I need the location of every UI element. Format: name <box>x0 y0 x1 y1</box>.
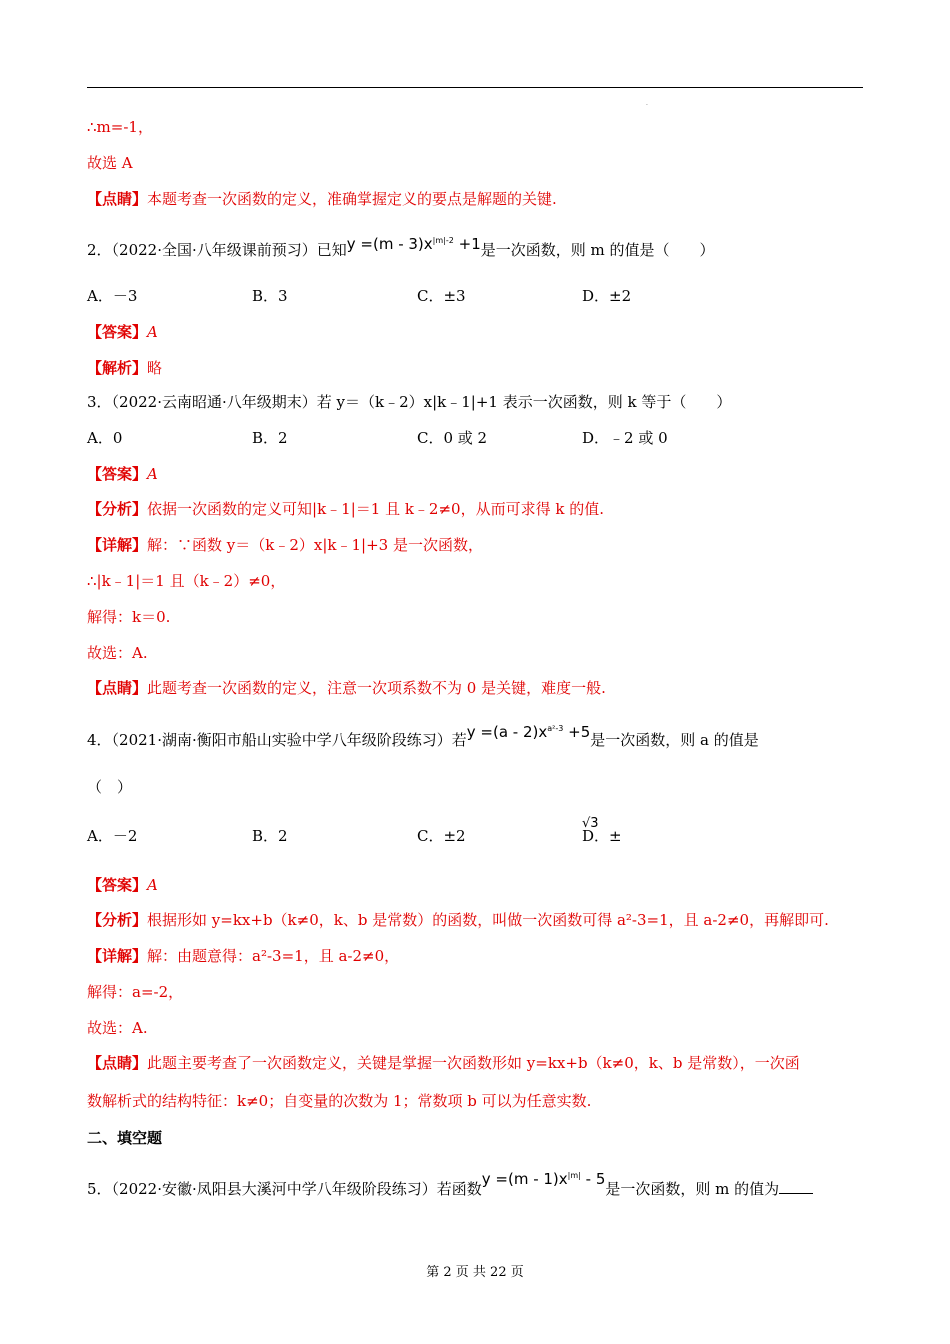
formula-exponent: a²-3 <box>547 724 564 733</box>
analysis-line <box>87 499 604 519</box>
formula-constant: +5 <box>568 723 591 741</box>
option-d-label: D．± <box>582 827 622 845</box>
solution-line: ∴|k﹣1|＝1 且（k﹣2）≠0， <box>87 572 286 590</box>
option-b[interactable]: B．3 <box>252 287 288 305</box>
question-4 <box>87 723 759 750</box>
formula-exponent: |m|-2 <box>432 236 454 245</box>
formula-body: y =(a - 2)x <box>466 723 548 741</box>
comment-tag: 【点睛】 <box>87 190 148 208</box>
formula <box>482 1170 606 1188</box>
solution-line: 故选 A <box>87 154 133 172</box>
option-d[interactable]: D．﹣2 或 0 <box>582 429 668 447</box>
question-text: 是一次函数，则 m 的值是（ ） <box>480 241 715 259</box>
formula-constant: +1 <box>458 235 481 253</box>
comment-tag: 【点睛】 <box>87 679 148 697</box>
formula-exponent: |m| <box>567 1171 581 1180</box>
formula <box>467 723 590 741</box>
detail-tag: 【详解】 <box>87 947 148 965</box>
formula <box>347 235 481 253</box>
analysis-line <box>87 910 829 930</box>
question-text: 4．（2021·湖南·衡阳市船山实验中学八年级阶段练习）若 <box>87 731 467 749</box>
option-a[interactable]: A．－2 <box>87 827 138 845</box>
solution-line: 故选：A. <box>87 1019 148 1037</box>
option-d[interactable]: D．±2 <box>582 287 632 305</box>
header-dot: . <box>646 100 648 107</box>
answer-tag: 【答案】 <box>87 876 148 894</box>
answer-value: A <box>147 465 158 483</box>
section-heading: 二、填空题 <box>87 1129 163 1147</box>
answer-tag: 【答案】 <box>87 465 148 483</box>
analysis-text: 依据一次函数的定义可知|k﹣1|＝1 且 k﹣2≠0，从而可求得 k 的值. <box>147 500 604 518</box>
option-d[interactable] <box>582 816 622 848</box>
option-c[interactable]: C．±2 <box>417 827 466 845</box>
analysis-text: 略 <box>147 359 163 377</box>
analysis-tag: 【分析】 <box>87 500 148 518</box>
analysis-tag: 【分析】 <box>87 911 148 929</box>
page-footer: 第 2 页 共 22 页 <box>426 1265 524 1280</box>
comment-text: 此题主要考查了一次函数定义，关键是掌握一次函数形如 y=kx+b（k≠0，k、b 是常数），一次函 <box>147 1054 800 1072</box>
sqrt-value: √3 <box>582 816 599 831</box>
detail-line <box>87 946 399 966</box>
solution-line: 解得：a=-2， <box>87 983 184 1001</box>
comment-text: 本题考查一次函数的定义，准确掌握定义的要点是解题的关键. <box>147 190 557 208</box>
header-rule <box>87 87 863 88</box>
question-text: 5．（2022·安徽·凤阳县大溪河中学八年级阶段练习）若函数 <box>87 1180 482 1198</box>
option-b[interactable]: B．2 <box>252 429 288 447</box>
answer-tag: 【答案】 <box>87 323 148 341</box>
question-5 <box>87 1170 813 1199</box>
solution-line: 解得：k＝0. <box>87 608 171 626</box>
formula-body: y =(m - 1)x <box>481 1170 568 1188</box>
option-a[interactable]: A．0 <box>87 429 123 447</box>
answer-line <box>87 464 158 484</box>
comment-line <box>87 678 606 698</box>
comment-tag: 【点睛】 <box>87 1054 148 1072</box>
question-text: 是一次函数，则 m 的值为 <box>605 1180 780 1198</box>
question-text: 是一次函数，则 a 的值是 <box>590 731 759 749</box>
option-a[interactable]: A．－3 <box>87 287 138 305</box>
option-c[interactable]: C．±3 <box>417 287 466 305</box>
answer-line <box>87 322 158 342</box>
analysis-text: 根据形如 y=kx+b（k≠0，k、b 是常数）的函数，叫做一次函数可得 a²-3=1，且 a-2≠0，再解即可. <box>147 911 829 929</box>
question-2 <box>87 237 715 260</box>
option-c[interactable]: C．0 或 2 <box>417 429 488 447</box>
comment-line <box>87 189 557 209</box>
analysis-tag: 【解析】 <box>87 359 148 377</box>
comment-text: 此题考查一次函数的定义，注意一次项系数不为 0 是关键，难度一般. <box>147 679 606 697</box>
question-3: 3．（2022·云南昭通·八年级期末）若 y＝（k﹣2）x|k﹣1|+1 表示一次函数，则 k 等于（ ） <box>87 393 732 411</box>
solution-line: ∴m=-1， <box>87 118 153 136</box>
comment-line: 数解析式的结构特征：k≠0；自变量的次数为 1；常数项 b 可以为任意实数. <box>87 1092 592 1110</box>
formula-constant: - 5 <box>585 1170 606 1188</box>
option-b[interactable]: B．2 <box>252 827 288 845</box>
detail-tag: 【详解】 <box>87 536 148 554</box>
question-text: 2．（2022·全国·八年级课前预习）已知 <box>87 241 347 259</box>
formula-body: y =(m - 3)x <box>346 235 433 253</box>
answer-value: A <box>147 323 158 341</box>
question-paren: （ ） <box>87 778 133 796</box>
answer-blank[interactable] <box>779 1179 813 1194</box>
detail-text: 解：∵函数 y＝（k﹣2）x|k﹣1|+3 是一次函数， <box>147 536 483 554</box>
detail-text: 解：由题意得：a²-3=1，且 a-2≠0， <box>147 947 400 965</box>
detail-line <box>87 535 483 555</box>
comment-line <box>87 1053 800 1073</box>
analysis-line <box>87 358 162 378</box>
solution-line: 故选：A. <box>87 644 148 662</box>
answer-line <box>87 875 158 895</box>
answer-value: A <box>147 876 158 894</box>
